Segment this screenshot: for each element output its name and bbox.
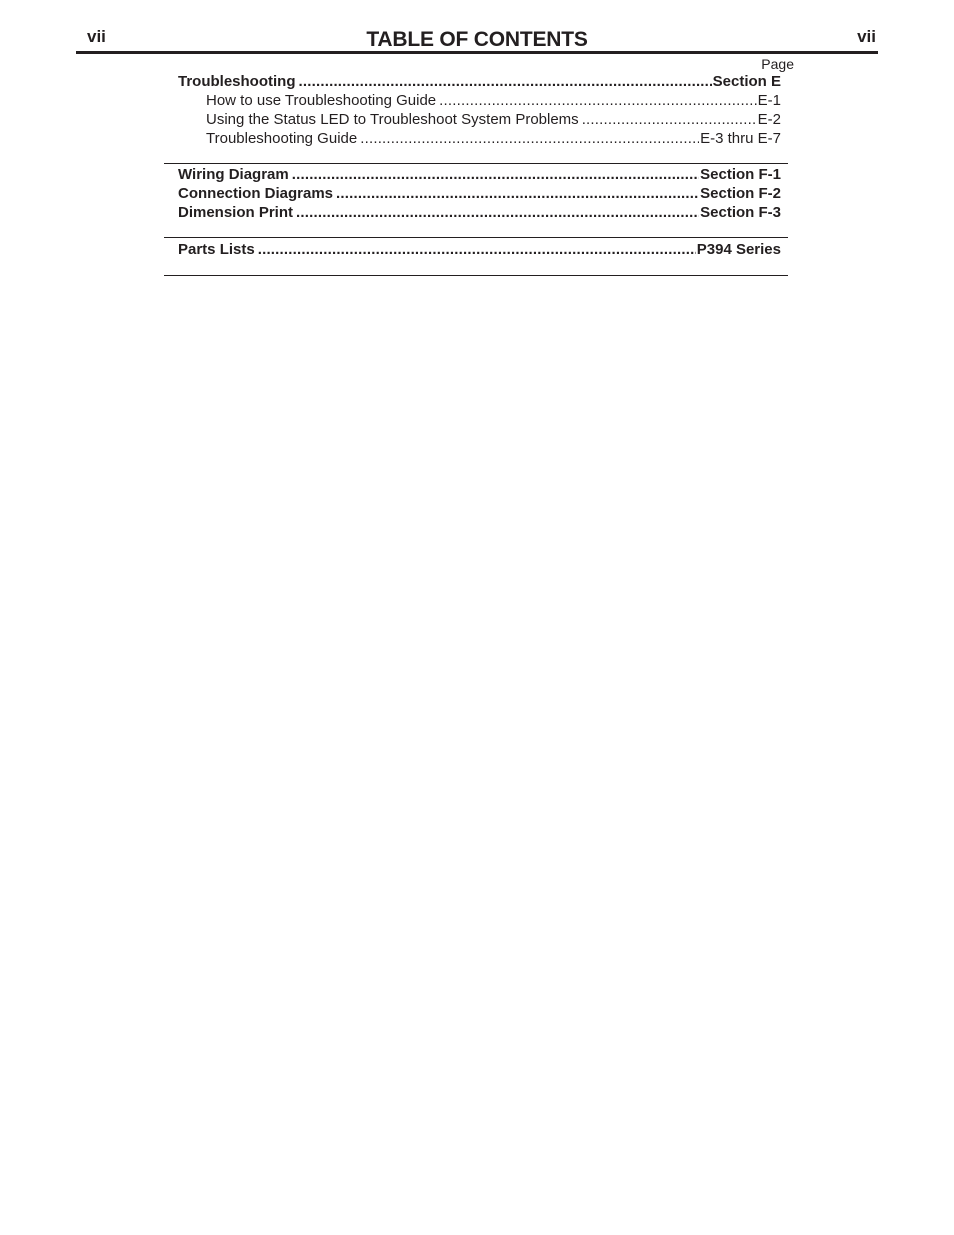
toc-entry-page: E-3 thru E-7	[700, 130, 781, 147]
toc-entry-label: Dimension Print	[178, 204, 294, 221]
toc-entry-label: Parts Lists	[178, 241, 255, 258]
toc-entry-troubleshooting[interactable]	[178, 72, 781, 91]
toc-subentry-troubleshooting-guide[interactable]	[206, 129, 781, 148]
toc-entry-page: Section F-2	[700, 185, 781, 202]
section-divider	[164, 163, 788, 164]
toc-entry-parts-lists[interactable]	[178, 240, 781, 259]
dot-leader	[336, 184, 699, 203]
toc-entry-page: Section E	[712, 73, 781, 90]
toc-entry-page: P394 Series	[696, 241, 781, 258]
toc-entry-label: Wiring Diagram	[178, 166, 289, 183]
dot-leader	[582, 110, 757, 129]
dot-leader	[296, 203, 699, 222]
toc-entry-label: How to use Troubleshooting Guide	[206, 92, 437, 109]
toc-entry-page: E-1	[757, 92, 781, 109]
page-title: TABLE OF CONTENTS	[366, 28, 588, 51]
toc-entry-connection-diagrams[interactable]	[178, 184, 781, 203]
toc-entry-page: E-2	[757, 111, 781, 128]
header-rule	[76, 51, 878, 54]
toc-subentry-status-led[interactable]	[206, 110, 781, 129]
section-divider	[164, 237, 788, 238]
dot-leader	[439, 91, 757, 110]
toc-entry-page: Section F-3	[700, 204, 781, 221]
toc-entry-label: Troubleshooting	[178, 73, 296, 90]
page-number-right: vii	[857, 27, 876, 46]
toc-entry-label: Using the Status LED to Troubleshoot System Problems	[206, 111, 579, 128]
dot-leader	[360, 129, 699, 148]
section-divider	[164, 275, 788, 276]
dot-leader	[292, 165, 699, 184]
page-column-label: Page	[761, 56, 794, 72]
toc-entry-label: Connection Diagrams	[178, 185, 334, 202]
toc-entry-dimension-print[interactable]	[178, 203, 781, 222]
toc-subentry-how-to-use[interactable]	[206, 91, 781, 110]
toc-entry-label: Troubleshooting Guide	[206, 130, 358, 147]
dot-leader	[258, 240, 696, 259]
toc-entry-wiring-diagram[interactable]	[178, 165, 781, 184]
toc-entry-page: Section F-1	[700, 166, 781, 183]
dot-leader	[299, 72, 712, 91]
page-number-left: vii	[87, 27, 106, 46]
